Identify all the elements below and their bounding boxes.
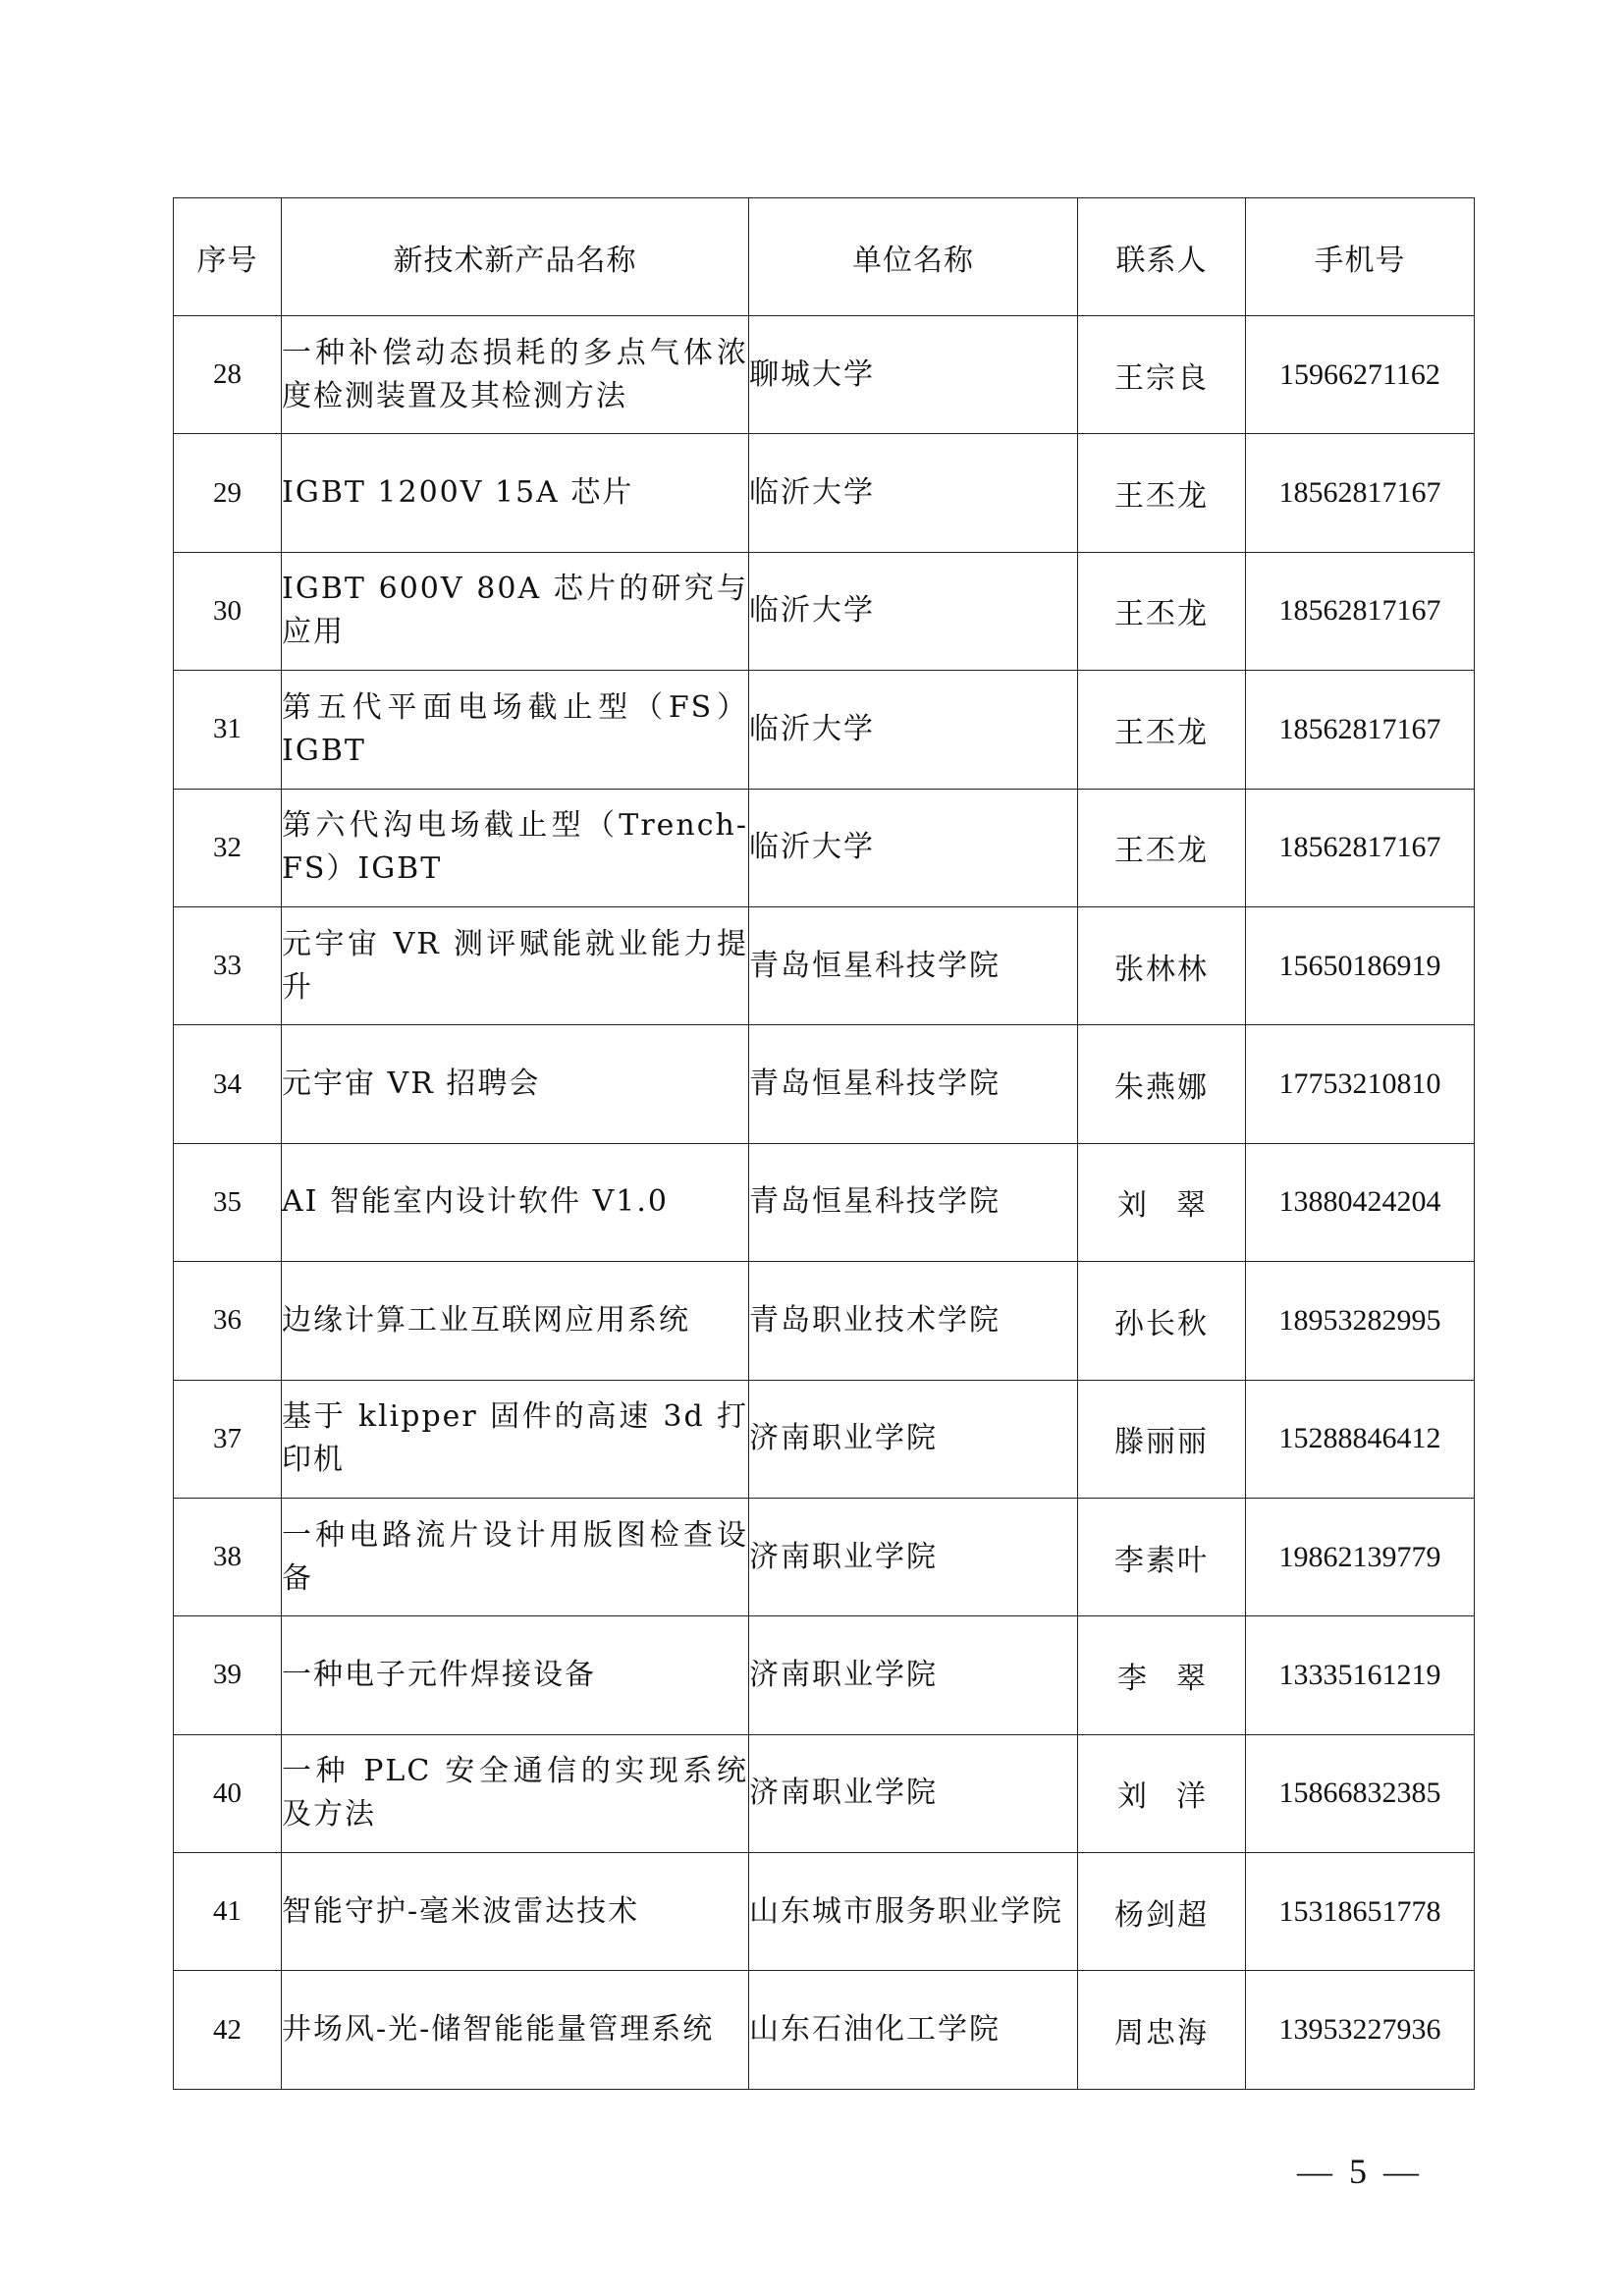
table-row bbox=[174, 1616, 1475, 1734]
row-unit: 青岛职业技术学院 bbox=[749, 1262, 1078, 1380]
table-row bbox=[174, 1498, 1475, 1615]
row-unit: 山东石油化工学院 bbox=[749, 1971, 1078, 2089]
row-product-name: AI 智能室内设计软件 V1.0 bbox=[282, 1143, 749, 1261]
row-unit: 临沂大学 bbox=[749, 789, 1078, 906]
table-row bbox=[174, 1380, 1475, 1498]
table-row bbox=[174, 1971, 1475, 2089]
table-row bbox=[174, 1262, 1475, 1380]
row-contact: 朱燕娜 bbox=[1078, 1025, 1246, 1143]
row-unit: 青岛恒星科技学院 bbox=[749, 1143, 1078, 1261]
row-product-name: 基于 klipper 固件的高速 3d 打印机 bbox=[282, 1380, 749, 1498]
row-product-name: 一种电路流片设计用版图检查设备 bbox=[282, 1498, 749, 1615]
row-phone: 17753210810 bbox=[1246, 1025, 1475, 1143]
row-unit: 山东城市服务职业学院 bbox=[749, 1853, 1078, 1971]
row-contact: 李翠 bbox=[1078, 1616, 1246, 1734]
row-unit: 青岛恒星科技学院 bbox=[749, 1025, 1078, 1143]
row-phone: 13335161219 bbox=[1246, 1616, 1475, 1734]
row-product-name: IGBT 600V 80A 芯片的研究与应用 bbox=[282, 552, 749, 670]
row-phone: 13880424204 bbox=[1246, 1143, 1475, 1261]
row-product-name: 一种电子元件焊接设备 bbox=[282, 1616, 749, 1734]
row-contact: 王丕龙 bbox=[1078, 789, 1246, 906]
row-unit: 临沂大学 bbox=[749, 552, 1078, 670]
row-phone: 15966271162 bbox=[1246, 316, 1475, 434]
row-contact: 杨剑超 bbox=[1078, 1853, 1246, 1971]
row-phone: 18562817167 bbox=[1246, 671, 1475, 789]
row-no: 38 bbox=[174, 1498, 282, 1615]
tech-products-table bbox=[173, 197, 1475, 2090]
row-phone: 15318651778 bbox=[1246, 1853, 1475, 1971]
row-phone: 15288846412 bbox=[1246, 1380, 1475, 1498]
row-phone: 18562817167 bbox=[1246, 789, 1475, 906]
row-contact: 滕丽丽 bbox=[1078, 1380, 1246, 1498]
row-no: 29 bbox=[174, 434, 282, 552]
table-row bbox=[174, 789, 1475, 906]
row-no: 31 bbox=[174, 671, 282, 789]
row-no: 40 bbox=[174, 1734, 282, 1852]
row-contact: 刘洋 bbox=[1078, 1734, 1246, 1852]
row-product-name: 第五代平面电场截止型（FS）IGBT bbox=[282, 671, 749, 789]
row-contact: 孙长秋 bbox=[1078, 1262, 1246, 1380]
header-person: 联系人 bbox=[1078, 198, 1246, 316]
page-number: — 5 — bbox=[1297, 2152, 1423, 2191]
table-row bbox=[174, 434, 1475, 552]
row-contact: 刘翠 bbox=[1078, 1143, 1246, 1261]
row-product-name: IGBT 1200V 15A 芯片 bbox=[282, 434, 749, 552]
row-contact: 王丕龙 bbox=[1078, 671, 1246, 789]
header-phone: 手机号 bbox=[1246, 198, 1475, 316]
header-unit: 单位名称 bbox=[749, 198, 1078, 316]
table-row bbox=[174, 671, 1475, 789]
row-unit: 济南职业学院 bbox=[749, 1734, 1078, 1852]
table-row bbox=[174, 1025, 1475, 1143]
row-product-name: 智能守护-毫米波雷达技术 bbox=[282, 1853, 749, 1971]
row-product-name: 第六代沟电场截止型（Trench-FS）IGBT bbox=[282, 789, 749, 906]
row-contact: 王丕龙 bbox=[1078, 434, 1246, 552]
table-row bbox=[174, 316, 1475, 434]
row-unit: 聊城大学 bbox=[749, 316, 1078, 434]
row-product-name: 边缘计算工业互联网应用系统 bbox=[282, 1262, 749, 1380]
row-unit: 临沂大学 bbox=[749, 434, 1078, 552]
row-phone: 18562817167 bbox=[1246, 434, 1475, 552]
row-product-name: 元宇宙 VR 测评赋能就业能力提升 bbox=[282, 906, 749, 1024]
row-contact: 李素叶 bbox=[1078, 1498, 1246, 1615]
table-row bbox=[174, 906, 1475, 1024]
row-no: 42 bbox=[174, 1971, 282, 2089]
row-no: 41 bbox=[174, 1853, 282, 1971]
row-phone: 18953282995 bbox=[1246, 1262, 1475, 1380]
row-product-name: 一种 PLC 安全通信的实现系统及方法 bbox=[282, 1734, 749, 1852]
table-row bbox=[174, 552, 1475, 670]
header-name: 新技术新产品名称 bbox=[282, 198, 749, 316]
row-contact: 王宗良 bbox=[1078, 316, 1246, 434]
row-no: 34 bbox=[174, 1025, 282, 1143]
row-unit: 临沂大学 bbox=[749, 671, 1078, 789]
row-phone: 18562817167 bbox=[1246, 552, 1475, 670]
row-unit: 济南职业学院 bbox=[749, 1380, 1078, 1498]
row-no: 32 bbox=[174, 789, 282, 906]
row-no: 30 bbox=[174, 552, 282, 670]
row-unit: 青岛恒星科技学院 bbox=[749, 906, 1078, 1024]
row-no: 33 bbox=[174, 906, 282, 1024]
row-contact: 周忠海 bbox=[1078, 1971, 1246, 2089]
row-phone: 15866832385 bbox=[1246, 1734, 1475, 1852]
table-row bbox=[174, 1143, 1475, 1261]
row-no: 35 bbox=[174, 1143, 282, 1261]
row-phone: 15650186919 bbox=[1246, 906, 1475, 1024]
table-header-row bbox=[174, 198, 1475, 316]
row-no: 39 bbox=[174, 1616, 282, 1734]
row-phone: 19862139779 bbox=[1246, 1498, 1475, 1615]
row-unit: 济南职业学院 bbox=[749, 1616, 1078, 1734]
row-product-name: 元宇宙 VR 招聘会 bbox=[282, 1025, 749, 1143]
row-no: 36 bbox=[174, 1262, 282, 1380]
table-row bbox=[174, 1853, 1475, 1971]
row-product-name: 井场风-光-储智能能量管理系统 bbox=[282, 1971, 749, 2089]
row-no: 37 bbox=[174, 1380, 282, 1498]
row-unit: 济南职业学院 bbox=[749, 1498, 1078, 1615]
row-no: 28 bbox=[174, 316, 282, 434]
row-contact: 张林林 bbox=[1078, 906, 1246, 1024]
table-row bbox=[174, 1734, 1475, 1852]
header-no: 序号 bbox=[174, 198, 282, 316]
row-phone: 13953227936 bbox=[1246, 1971, 1475, 2089]
row-product-name: 一种补偿动态损耗的多点气体浓度检测装置及其检测方法 bbox=[282, 316, 749, 434]
row-contact: 王丕龙 bbox=[1078, 552, 1246, 670]
